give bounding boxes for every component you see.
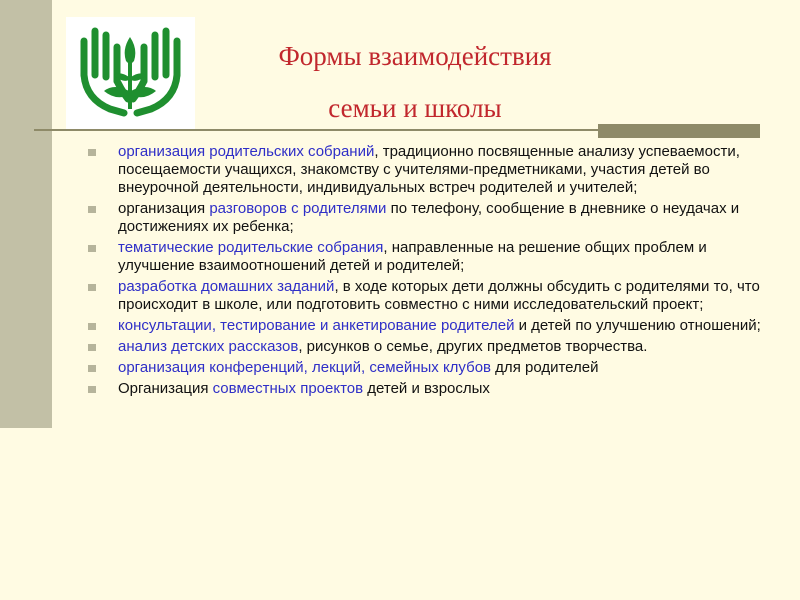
body-text: организация [118,200,210,217]
bullet-item [88,239,768,275]
bullet-marker-icon [88,365,96,372]
bullet-item [88,317,768,335]
body-text: и детей по улучшению отношений; [514,317,761,334]
bullet-item [88,143,768,197]
bullet-marker-icon [88,149,96,156]
bullet-item [88,200,768,236]
bullet-list [88,143,768,401]
highlighted-text: организация конференций, лекций, семейных клубов [118,359,492,376]
bullet-item [88,338,768,356]
bullet-marker-icon [88,206,96,213]
title-line-1: Формы взаимодействия [278,41,552,71]
bullet-marker-icon [88,284,96,291]
body-text: , традиционно посвященные анализу успеваемости, посещаемости учащихся, знакомству с учителями-предметниками, участия детей во внеурочной деятельности, индивидуальных встреч родителей и учителей; [118,143,740,196]
bullet-marker-icon [88,245,96,252]
bullet-marker-icon [88,386,96,393]
body-text: Организация [118,380,213,397]
highlighted-text: тематические родительские собрания [118,239,384,256]
highlighted-text: совместных проектов [212,380,364,397]
body-text: детей и взрослых [363,380,490,397]
hands-sprout-logo [66,17,195,130]
bullet-item [88,380,768,398]
slide-title [205,30,625,134]
highlighted-text: разработка домашних заданий [118,278,335,295]
bullet-item [88,278,768,314]
body-text: для родителей [491,359,599,376]
body-text: по телефону, сообщение в дневнике о неудачах и достижениях их ребенка; [118,200,740,235]
body-text: , в ходе которых дети должны обсудить с родителями то, что происходит в школе, или подготовить совместно с ними исследовательский проект; [118,278,760,313]
highlighted-text: анализ детских рассказов [118,338,299,355]
left-accent-bar [0,0,52,428]
body-text: , рисунков о семье, других предметов творчества. [298,338,648,355]
title-line-2: семьи и школы [328,93,502,123]
logo-icon [66,17,195,130]
highlighted-text: консультации, тестирование и анкетирование родителей [118,317,515,334]
divider-block [598,124,760,138]
highlighted-text: организация родительских собраний [118,143,375,160]
body-text: , направленные на решение общих проблем и улучшение взаимоотношений детей и родителей; [118,239,707,274]
bullet-item [88,359,768,377]
bullet-marker-icon [88,344,96,351]
highlighted-text: разговоров с родителями [209,200,387,217]
bullet-marker-icon [88,323,96,330]
